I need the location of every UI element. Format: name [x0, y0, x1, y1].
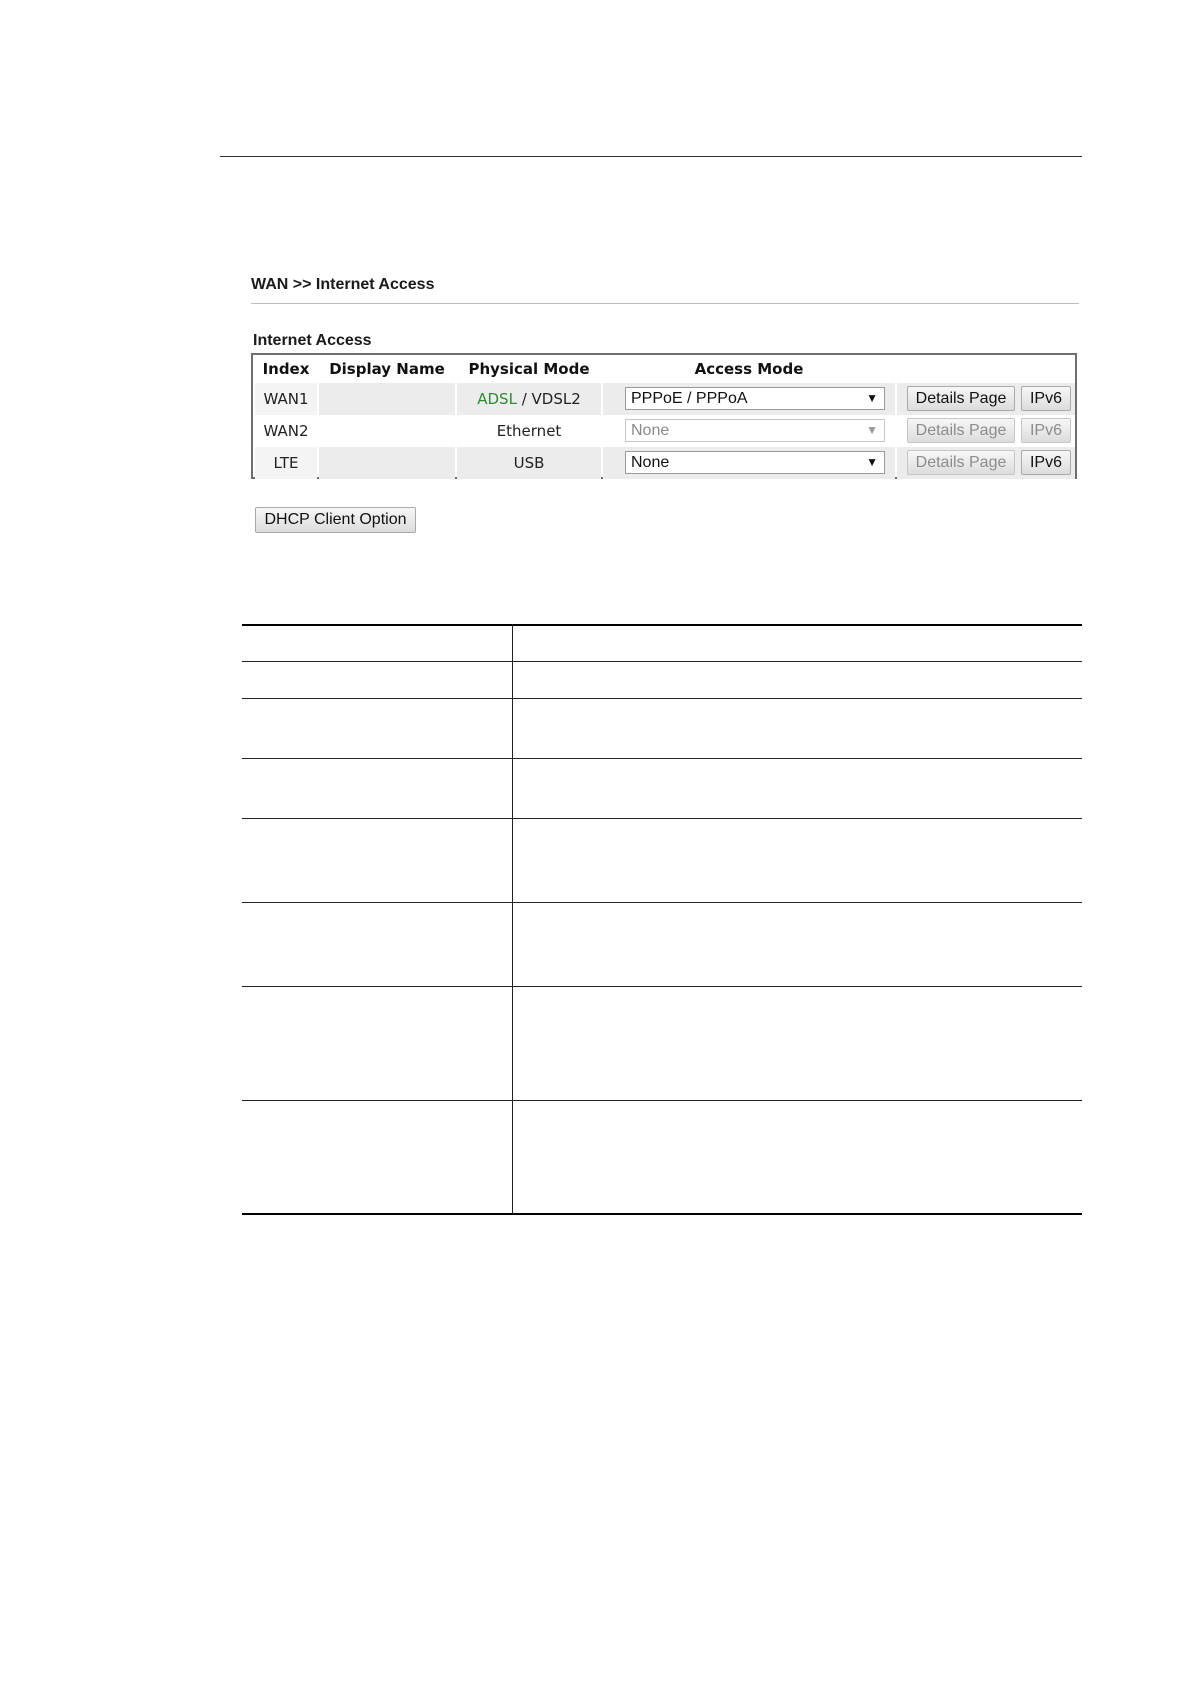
ipv6-button-wan1[interactable]: IPv6	[1021, 386, 1071, 411]
physical-mode-active[interactable]: ADSL	[477, 390, 517, 408]
access-mode-value: None	[631, 453, 670, 471]
row-access-mode-cell	[603, 447, 895, 479]
chevron-down-icon: ▼	[866, 455, 878, 469]
row-physical-mode	[457, 383, 601, 415]
table-rule	[242, 818, 1082, 819]
row-access-mode-cell	[603, 383, 895, 415]
header-physical-mode: Physical Mode	[468, 360, 590, 378]
access-mode-select-wan2[interactable]	[625, 419, 885, 442]
table-column-divider	[512, 624, 513, 1214]
access-mode-value: None	[631, 421, 670, 439]
details-page-button-wan2[interactable]: Details Page	[907, 418, 1015, 443]
table-rule	[242, 1213, 1082, 1215]
row-index: WAN1	[255, 383, 317, 415]
chevron-down-icon: ▼	[866, 423, 878, 437]
table-row-wan2	[253, 415, 1075, 447]
table-rule	[242, 698, 1082, 699]
ipv6-button-lte[interactable]: IPv6	[1021, 450, 1071, 475]
header-display-name: Display Name	[329, 360, 445, 378]
row-physical-mode: Ethernet	[496, 422, 562, 440]
row-display-name	[319, 415, 455, 447]
details-page-button-lte[interactable]: Details Page	[907, 450, 1015, 475]
table-header-row	[253, 355, 1075, 383]
row-physical-mode: USB	[457, 447, 601, 479]
row-actions	[897, 383, 1075, 415]
access-mode-select-lte[interactable]	[625, 451, 885, 474]
row-actions	[897, 415, 1075, 447]
physical-mode-separator: /	[516, 390, 532, 408]
access-mode-select-wan1[interactable]	[625, 387, 885, 410]
table-rule	[242, 1100, 1082, 1101]
section-title: Internet Access	[253, 332, 372, 349]
table-rule	[242, 902, 1082, 903]
row-display-name	[319, 383, 455, 415]
table-rule	[242, 624, 1082, 626]
row-actions	[897, 447, 1075, 479]
row-index: LTE	[255, 447, 317, 479]
table-row-wan1	[253, 383, 1075, 415]
physical-mode-alt: VDSL2	[531, 390, 581, 408]
row-access-mode-cell	[603, 415, 895, 447]
breadcrumb-divider	[251, 303, 1079, 304]
table-rule	[242, 758, 1082, 759]
breadcrumb: WAN >> Internet Access	[251, 276, 435, 293]
ipv6-button-wan2[interactable]: IPv6	[1021, 418, 1071, 443]
internet-access-table	[251, 353, 1077, 479]
table-rule	[242, 661, 1082, 662]
header-access-mode: Access Mode	[694, 360, 804, 378]
table-row-lte	[253, 447, 1075, 479]
header-index: Index	[262, 360, 310, 378]
access-mode-value: PPPoE / PPPoA	[631, 389, 748, 407]
details-page-button-wan1[interactable]: Details Page	[907, 386, 1015, 411]
table-rule	[242, 986, 1082, 987]
row-display-name	[319, 447, 455, 479]
chevron-down-icon: ▼	[866, 391, 878, 405]
page-top-rule	[220, 156, 1082, 157]
row-index: WAN2	[263, 422, 309, 440]
dhcp-client-option-button[interactable]: DHCP Client Option	[255, 507, 416, 533]
